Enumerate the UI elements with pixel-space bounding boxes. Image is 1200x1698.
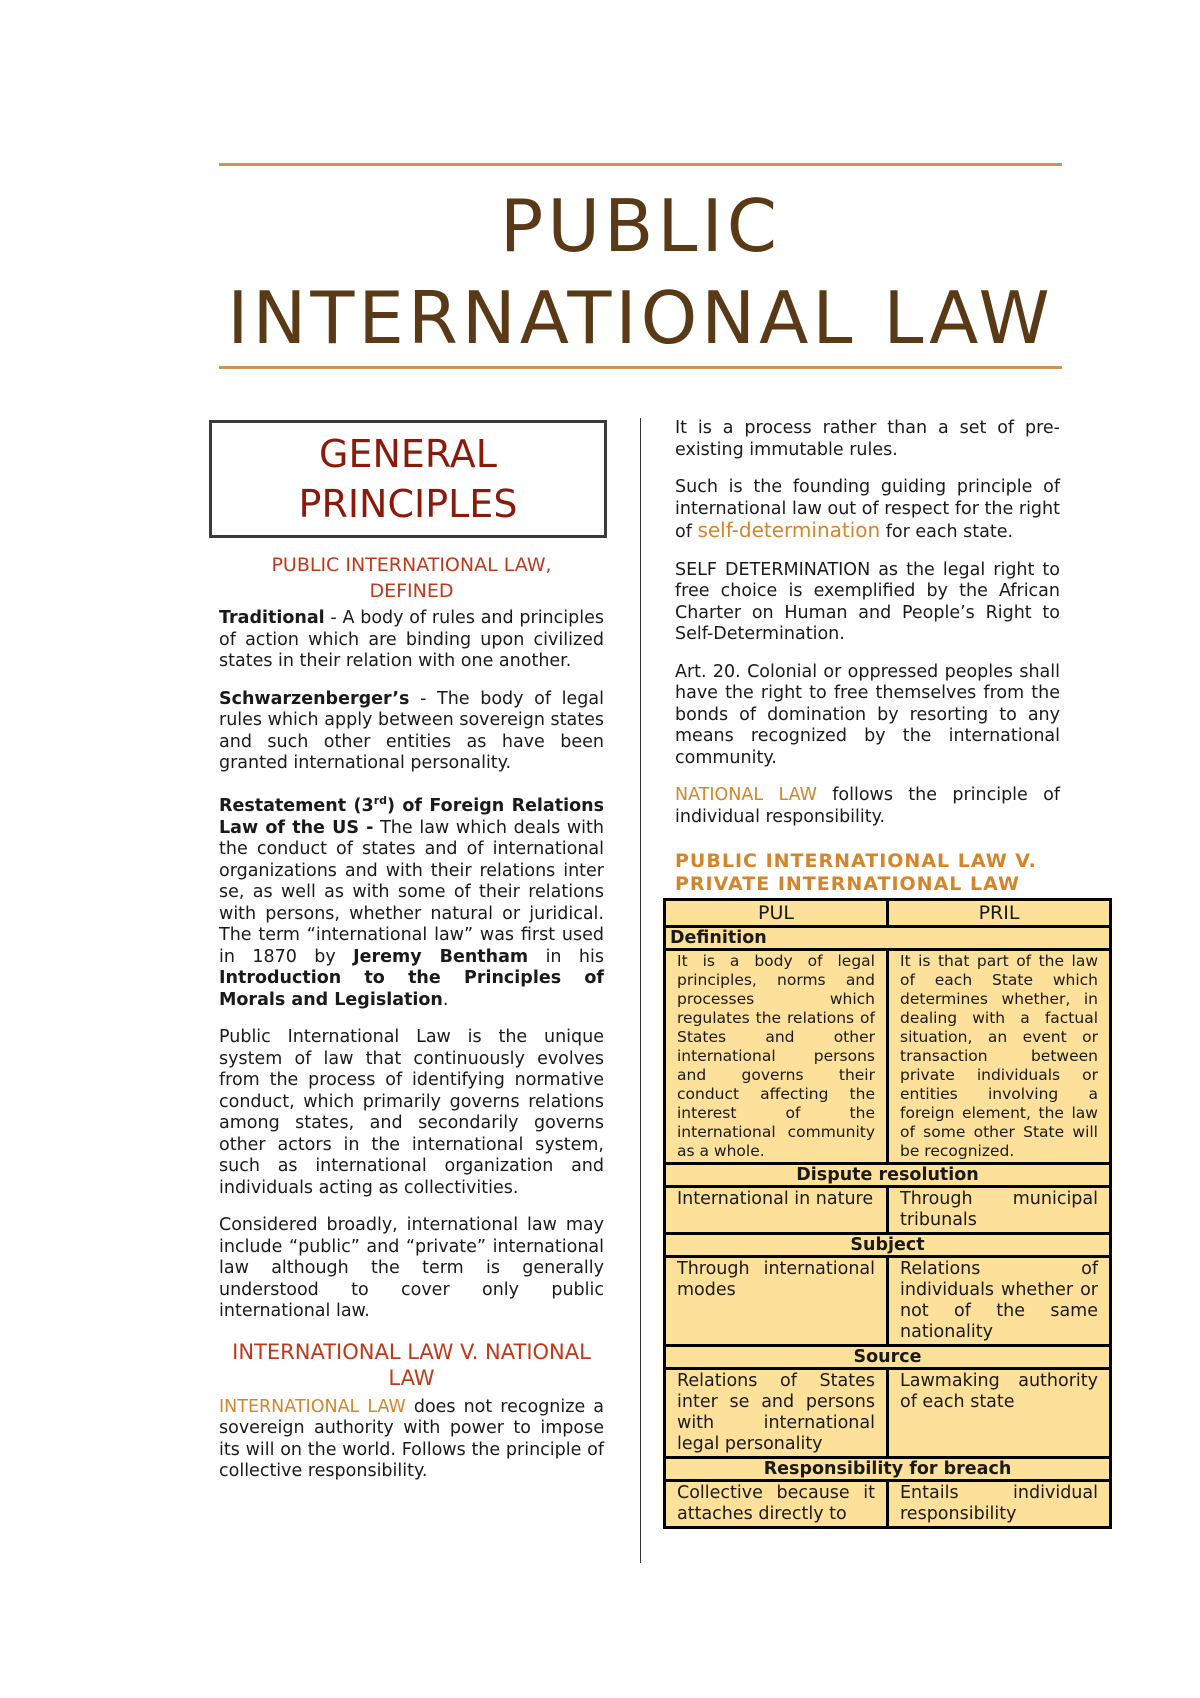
heading-pul-vs-pril: PUBLIC INTERNATIONAL LAW V. PRIVATE INTERNATIONAL LAW <box>675 850 1037 895</box>
term-national-law: NATIONAL LAW <box>675 785 817 805</box>
term-schwarzenberger: Schwarzenberger’s <box>219 688 410 709</box>
paragraph-schwarzenberger <box>219 689 604 775</box>
paragraph-restatement <box>219 791 604 1012</box>
cell-dispute-pul: International in nature <box>665 1187 888 1234</box>
bentham-name: Jeremy Bentham <box>353 946 529 967</box>
term-international-law: INTERNATIONAL LAW <box>219 1396 406 1417</box>
text: - A body of rules and principles of action which are binding upon civilized states in their relation with one another. <box>219 608 604 671</box>
cell-source-pul: Relations of States inter se and persons with international legal personality <box>665 1369 888 1458</box>
cell-breach-pul: Collective because it attaches directly to <box>665 1481 888 1528</box>
cell-subject-pul: Through international modes <box>665 1257 888 1346</box>
cell-def-pul: It is a body of legal principles, norms and processes which regulates the relations of States and other international persons and governs their conduct affecting the interest of the international community as a whole. <box>665 950 888 1164</box>
section-definition: Definition <box>665 927 1111 950</box>
superscript: rd <box>373 794 387 808</box>
paragraph-art-20: Art. 20. Colonial or oppressed peoples shall have the right to free themselves from the bonds of domination by resorting to any means recognized by the international community. <box>675 661 1060 768</box>
cell-source-pril: Lawmaking authority of each state <box>888 1369 1111 1458</box>
paragraph-broadly: Considered broadly, international law may include “public” and “private” international law although the term is generally understood to cover only public international law. <box>219 1215 604 1322</box>
bottom-rule <box>219 366 1062 369</box>
box-line-2: PRINCIPLES <box>298 482 518 526</box>
page-title <box>219 180 1062 364</box>
text: The law which deals with the conduct of states and of international organizations and with their relations inter se, as well as with some of their relations with persons, whether natural or juridical. The term “international law” was first used in 1870 by <box>219 817 605 967</box>
section-source: Source <box>665 1346 1111 1369</box>
box-line-1: GENERAL <box>319 432 497 476</box>
section-dispute: Dispute resolution <box>665 1164 1111 1187</box>
section-subject: Subject <box>665 1234 1111 1257</box>
text: Such is the founding guiding principle of international law out of respect for the right of <box>675 477 1060 542</box>
text: follows the principle of individual responsibility. <box>675 785 1060 827</box>
text: . <box>442 989 449 1010</box>
left-column <box>219 420 604 1499</box>
section-heading-box <box>209 420 607 538</box>
title-line-1: PUBLIC <box>499 184 782 268</box>
paragraph-founding-principle <box>675 477 1060 544</box>
cell-def-pril: It is that part of the law of each State which determines whether, in dealing with a factual situation, an event or transaction between private individuals or entities involving a foreign element, the law of some other State will be recognized. <box>888 950 1111 1164</box>
heading-pil-defined: PUBLIC INTERNATIONAL LAW, DEFINED <box>271 554 552 602</box>
right-column <box>670 418 1098 1529</box>
term-restatement-cont: ) of Foreign Relations Law of the US - <box>219 796 605 838</box>
cell-subject-pril: Relations of individuals whether or not of the same nationality <box>888 1257 1111 1346</box>
header-pul: PUL <box>665 900 888 927</box>
paragraph-self-determination: SELF DETERMINATION as the legal right to free choice is exemplified by the African Charter on Human and People’s Right to Self-Determination. <box>675 559 1060 644</box>
section-breach: Responsibility for breach <box>665 1458 1111 1481</box>
heading-il-vs-national: INTERNATIONAL LAW V. NATIONAL LAW <box>232 1339 591 1390</box>
term-self-determination: self-determination <box>697 518 881 542</box>
paragraph-national-law <box>675 785 1060 828</box>
header-pril: PRIL <box>888 900 1111 927</box>
comparison-table <box>663 898 1112 1529</box>
title-line-2: INTERNATIONAL LAW <box>227 276 1054 360</box>
top-rule <box>219 163 1062 166</box>
term-restatement: Restatement (3 <box>219 796 374 817</box>
text: in his <box>528 946 604 967</box>
text: for each state. <box>880 522 1014 542</box>
paragraph-unique-system: Public International Law is the unique system of law that continuously evolves from the process of identifying normative conduct, which primarily governs relations among states, and secondarily governs other actors in the international system, such as international organization and individuals acting as collectivities. <box>219 1027 604 1198</box>
cell-breach-pril: Entails individual responsibility <box>888 1481 1111 1528</box>
book-title: Introduction to the Principles of Morals and Legislation <box>219 968 604 1010</box>
term-traditional: Traditional <box>219 608 325 628</box>
paragraph-process: It is a process rather than a set of pre-existing immutable rules. <box>675 418 1060 460</box>
paragraph-traditional <box>219 608 604 673</box>
paragraph-international-law <box>219 1397 604 1483</box>
column-divider <box>640 418 641 1563</box>
text: - The body of legal rules which apply between sovereign states and such other entities as have been granted international personality. <box>219 688 604 773</box>
text: does not recognize a sovereign authority with power to impose its will on the world. Follows the principle of collective responsibility. <box>219 1396 604 1482</box>
cell-dispute-pril: Through municipal tribunals <box>888 1187 1111 1234</box>
